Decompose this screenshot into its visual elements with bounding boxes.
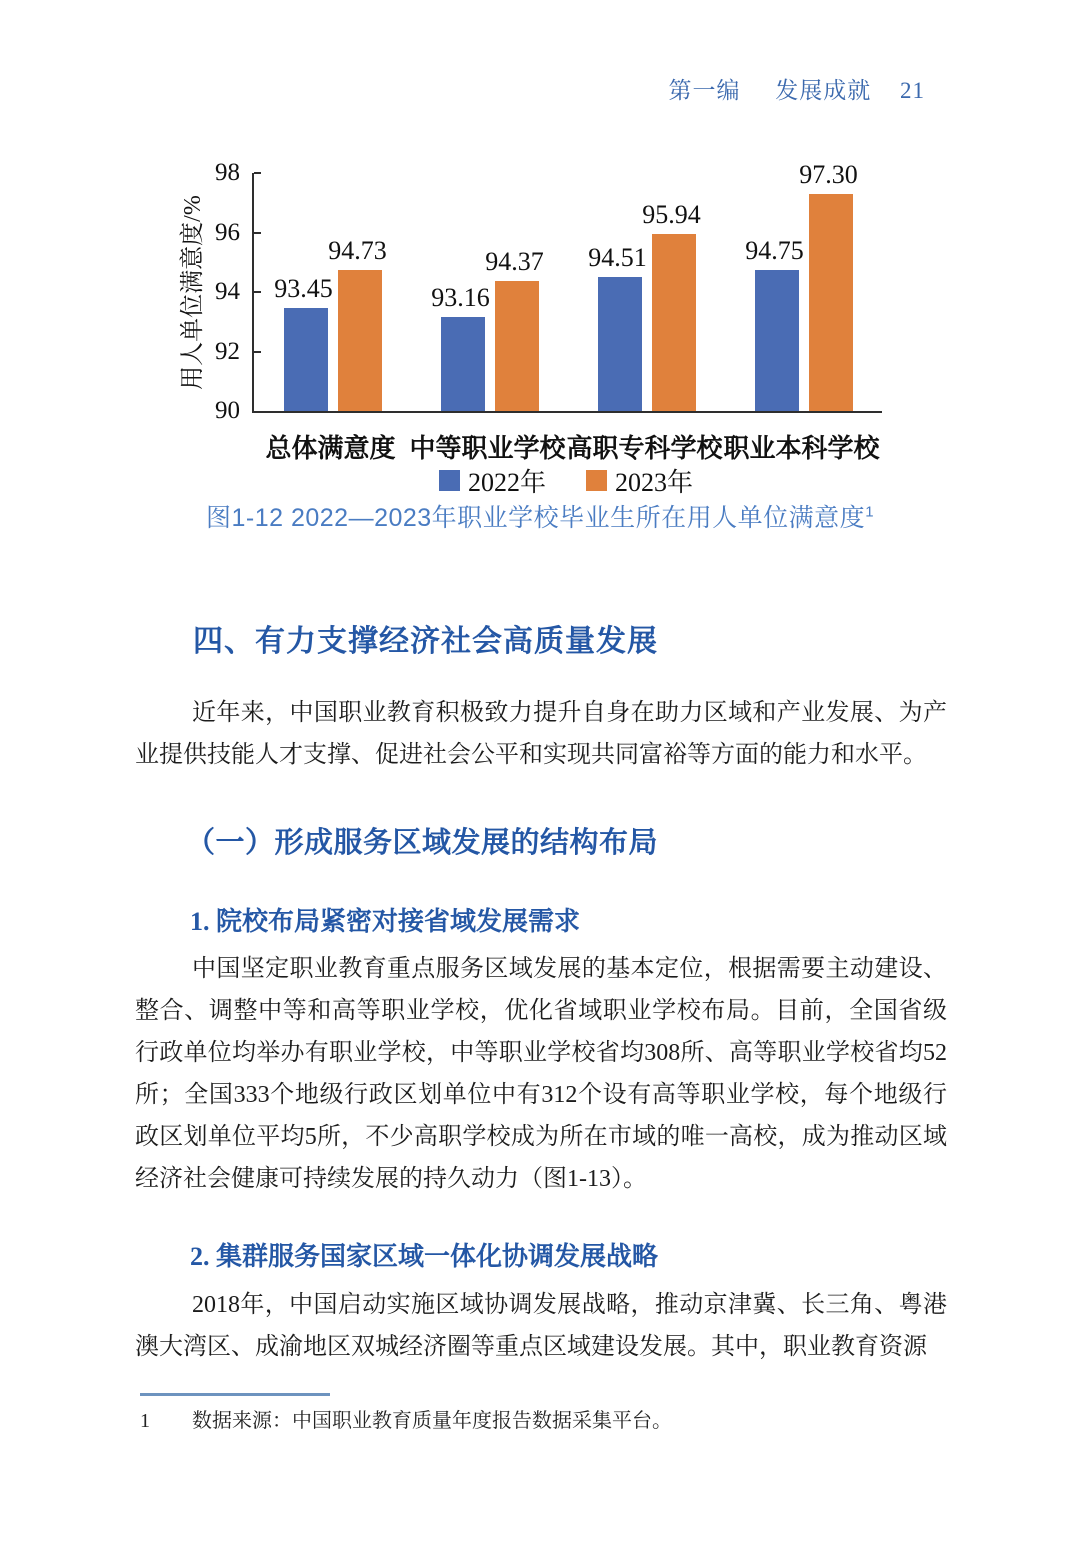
x-tick-label: 总体满意度 [265,434,396,463]
chart-legend [252,462,880,499]
y-tick-label: 94 [215,278,240,305]
footnote-divider [140,1393,330,1396]
footnote-text: 数据来源：中国职业教育质量年度报告数据采集平台。 [192,1410,672,1432]
bar-value-label: 97.30 [799,159,858,189]
bar-value-label: 94.75 [745,235,804,265]
page-number: 21 [900,78,925,103]
footnote-marker: 1 [140,1410,150,1432]
footnote-reference: 1 [865,503,875,521]
running-header-part: 第一编 [668,78,741,103]
x-tick-label: 中等职业学校 [409,434,566,463]
bar-value-label: 94.37 [485,246,544,276]
bar-value-label: 94.73 [328,236,387,266]
running-header-section: 发展成就 [775,78,872,103]
figure-1-12-bar-chart [160,140,920,498]
y-tick-mark [254,172,261,174]
y-tick-label: 92 [215,337,240,365]
y-tick-label: 96 [215,218,240,246]
y-tick-mark [254,232,261,234]
bar-2022年-高职专科学校 [598,277,642,411]
x-tick-label: 高职专科学校 [566,434,723,463]
legend-item [439,462,546,499]
bar-2023年-职业本科学校 [809,194,853,411]
bar-value-label: 95.94 [642,200,701,230]
legend-label: 2022年 [467,468,546,497]
subheading-2: 2. 集群服务国家区域一体化协调发展战略 [190,1242,659,1271]
bar-value-label: 93.45 [274,274,333,304]
x-tick-label: 职业本科学校 [723,434,880,463]
bar-2022年-总体满意度 [284,308,328,411]
legend-label: 2023年 [615,468,694,497]
legend-swatch-icon [586,470,607,491]
legend-swatch-icon [439,470,460,491]
bar-2022年-中等职业学校 [441,317,485,411]
y-tick-mark [254,351,261,353]
bar-value-label: 94.51 [588,242,647,272]
subheading-1: 1. 院校布局紧密对接省域发展需求 [190,907,581,936]
subsection-heading-1: （一）形成服务区域发展的结构布局 [186,827,659,859]
paragraph-regional-strategy: 2018年，中国启动实施区域协调发展战略，推动京津冀、长三角、粤港澳大湾区、成渝地区双城经济圈等重点区域建设发展。其中，职业教育资源 [135,1292,947,1360]
section-heading-4: 四、有力支撑经济社会高质量发展 [193,625,658,658]
bar-value-label: 93.16 [431,282,490,312]
figure-caption: 图1-12 2022—2023年职业学校毕业生所在用人单位满意度$^1$ [205,503,875,532]
paragraph-intro: 近年来，中国职业教育积极致力提升自身在助力区域和产业发展、为产业提供技能人才支撑、促进社会公平和实现共同富裕等方面的能力和水平。 [135,700,947,768]
paragraph-school-layout: 中国坚定职业教育重点服务区域发展的基本定位，根据需要主动建设、整合、调整中等和高等职业学校，优化省域职业学校布局。目前，全国省级行政单位均举办有职业学校，中等职业学校省均308所、高等职业学校省均52所；全国333个地级行政区划单位中有312个设有高等职业学校，每个地级行政区划单位平均5所，不少高职学校成为所在市域的唯一高校，成为推动区域经济社会健康可持续发展的持久动力（图1-13）。 [135,956,947,1192]
footnote [140,1404,950,1433]
bar-2022年-职业本科学校 [755,270,799,411]
y-tick-label: 98 [215,159,240,186]
running-header [669,72,926,105]
y-tick-label: 90 [215,397,240,424]
y-axis-title: 用人单位满意度/% [179,194,206,390]
legend-item [586,462,693,499]
